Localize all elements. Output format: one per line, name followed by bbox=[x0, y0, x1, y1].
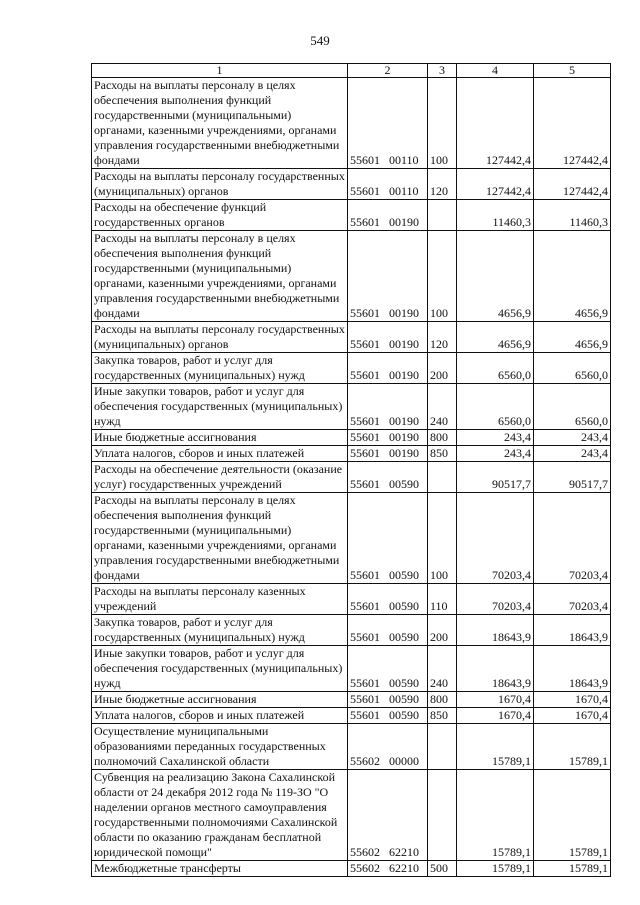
row-amount-col4: 18643,9 bbox=[457, 646, 534, 692]
header-cell: 4 bbox=[457, 64, 534, 78]
code-program: 55601 bbox=[350, 368, 380, 382]
row-expense-type: 100 bbox=[428, 231, 457, 322]
row-amount-col5: 4656,9 bbox=[534, 322, 611, 353]
row-name: Иные бюджетные ассигнования bbox=[92, 430, 348, 446]
table-row bbox=[92, 430, 611, 446]
code-direction: 00590 bbox=[389, 708, 419, 722]
code-direction: 00190 bbox=[389, 368, 419, 382]
table-row bbox=[92, 231, 611, 322]
row-name: Уплата налогов, сборов и иных платежей bbox=[92, 708, 348, 724]
table-row bbox=[92, 322, 611, 353]
code-direction: 00190 bbox=[389, 306, 419, 320]
row-amount-col5: 18643,9 bbox=[534, 646, 611, 692]
code-program: 55601 bbox=[350, 599, 380, 613]
table-row bbox=[92, 78, 611, 169]
row-name: Расходы на выплаты персоналу казенных учреждений bbox=[92, 584, 348, 615]
code-direction: 00590 bbox=[389, 676, 419, 690]
code-direction: 00000 bbox=[389, 754, 419, 768]
row-amount-col5: 6560,0 bbox=[534, 384, 611, 430]
code-direction: 62210 bbox=[389, 861, 419, 875]
row-expense-type bbox=[428, 200, 457, 231]
row-name: Иные закупки товаров, работ и услуг для обеспечения государственных (муниципальных) нужд bbox=[92, 384, 348, 430]
code-direction: 00190 bbox=[389, 337, 419, 351]
row-amount-col5: 243,4 bbox=[534, 430, 611, 446]
table-row bbox=[92, 708, 611, 724]
row-expense-type: 800 bbox=[428, 692, 457, 708]
row-expense-type: 500 bbox=[428, 861, 457, 877]
code-program: 55601 bbox=[350, 215, 380, 229]
row-amount-col4: 4656,9 bbox=[457, 231, 534, 322]
row-amount-col4: 70203,4 bbox=[457, 493, 534, 584]
row-name: Расходы на выплаты персоналу в целях обеспечения выполнения функций государственными (муниципальными) органами, казенными учреждениями, органами управления государственными внебюджетными фондами bbox=[92, 78, 348, 169]
row-expense-type: 200 bbox=[428, 615, 457, 646]
header-cell: 3 bbox=[428, 64, 457, 78]
code-direction: 00190 bbox=[389, 215, 419, 229]
table-row bbox=[92, 615, 611, 646]
row-code bbox=[348, 584, 428, 615]
row-amount-col4: 127442,4 bbox=[457, 78, 534, 169]
code-direction: 00190 bbox=[389, 414, 419, 428]
table-row bbox=[92, 692, 611, 708]
row-name: Расходы на обеспечение деятельности (оказание услуг) государственных учреждений bbox=[92, 462, 348, 493]
row-amount-col5: 11460,3 bbox=[534, 200, 611, 231]
row-amount-col4: 243,4 bbox=[457, 446, 534, 462]
row-amount-col4: 18643,9 bbox=[457, 615, 534, 646]
table-row bbox=[92, 724, 611, 770]
row-amount-col5: 90517,7 bbox=[534, 462, 611, 493]
row-code bbox=[348, 770, 428, 861]
row-code bbox=[348, 462, 428, 493]
row-amount-col5: 15789,1 bbox=[534, 770, 611, 861]
row-code bbox=[348, 708, 428, 724]
code-program: 55601 bbox=[350, 708, 380, 722]
row-amount-col4: 15789,1 bbox=[457, 861, 534, 877]
row-expense-type: 850 bbox=[428, 708, 457, 724]
row-expense-type: 200 bbox=[428, 353, 457, 384]
row-amount-col4: 1670,4 bbox=[457, 708, 534, 724]
row-name: Уплата налогов, сборов и иных платежей bbox=[92, 446, 348, 462]
row-amount-col5: 15789,1 bbox=[534, 861, 611, 877]
budget-table bbox=[91, 63, 611, 877]
code-program: 55601 bbox=[350, 676, 380, 690]
row-expense-type: 120 bbox=[428, 322, 457, 353]
header-cell: 5 bbox=[534, 64, 611, 78]
row-name: Закупка товаров, работ и услуг для государственных (муниципальных) нужд bbox=[92, 615, 348, 646]
row-code bbox=[348, 446, 428, 462]
row-name: Расходы на обеспечение функций государственных органов bbox=[92, 200, 348, 231]
row-expense-type bbox=[428, 770, 457, 861]
row-amount-col5: 127442,4 bbox=[534, 78, 611, 169]
row-expense-type: 850 bbox=[428, 446, 457, 462]
row-amount-col5: 243,4 bbox=[534, 446, 611, 462]
row-code bbox=[348, 724, 428, 770]
table-row bbox=[92, 169, 611, 200]
code-program: 55602 bbox=[350, 845, 380, 859]
row-amount-col5: 127442,4 bbox=[534, 169, 611, 200]
row-name: Расходы на выплаты персоналу в целях обеспечения выполнения функций государственными (муниципальными) органами, казенными учреждениями, органами управления государственными внебюджетными фондами bbox=[92, 231, 348, 322]
row-code bbox=[348, 322, 428, 353]
row-amount-col4: 1670,4 bbox=[457, 692, 534, 708]
row-amount-col5: 18643,9 bbox=[534, 615, 611, 646]
row-amount-col4: 6560,0 bbox=[457, 384, 534, 430]
row-amount-col4: 70203,4 bbox=[457, 584, 534, 615]
table-row bbox=[92, 646, 611, 692]
row-expense-type: 800 bbox=[428, 430, 457, 446]
row-amount-col4: 6560,0 bbox=[457, 353, 534, 384]
row-amount-col4: 243,4 bbox=[457, 430, 534, 446]
table-row bbox=[92, 462, 611, 493]
code-program: 55601 bbox=[350, 337, 380, 351]
code-direction: 00110 bbox=[389, 184, 419, 198]
row-code bbox=[348, 861, 428, 877]
row-amount-col4: 15789,1 bbox=[457, 770, 534, 861]
table-row bbox=[92, 770, 611, 861]
row-code bbox=[348, 200, 428, 231]
code-program: 55601 bbox=[350, 477, 380, 491]
row-code bbox=[348, 78, 428, 169]
row-code bbox=[348, 353, 428, 384]
code-direction: 00190 bbox=[389, 430, 419, 444]
row-expense-type: 240 bbox=[428, 384, 457, 430]
table-row bbox=[92, 384, 611, 430]
code-program: 55601 bbox=[350, 430, 380, 444]
code-program: 55602 bbox=[350, 861, 380, 875]
row-expense-type: 240 bbox=[428, 646, 457, 692]
row-amount-col4: 127442,4 bbox=[457, 169, 534, 200]
row-code bbox=[348, 493, 428, 584]
code-direction: 00590 bbox=[389, 477, 419, 491]
code-direction: 00590 bbox=[389, 630, 419, 644]
code-program: 55601 bbox=[350, 306, 380, 320]
row-name: Осуществление муниципальными образованиями переданных государственных полномочий Сахалинской области bbox=[92, 724, 348, 770]
code-program: 55601 bbox=[350, 446, 380, 460]
row-expense-type: 100 bbox=[428, 493, 457, 584]
row-amount-col4: 11460,3 bbox=[457, 200, 534, 231]
header-cell: 2 bbox=[348, 64, 428, 78]
row-expense-type bbox=[428, 724, 457, 770]
row-amount-col5: 70203,4 bbox=[534, 584, 611, 615]
row-code bbox=[348, 615, 428, 646]
code-direction: 00590 bbox=[389, 599, 419, 613]
table-row bbox=[92, 200, 611, 231]
row-amount-col5: 1670,4 bbox=[534, 692, 611, 708]
page-number: 549 bbox=[310, 33, 330, 48]
row-amount-col5: 4656,9 bbox=[534, 231, 611, 322]
code-program: 55602 bbox=[350, 754, 380, 768]
row-code bbox=[348, 692, 428, 708]
table-row bbox=[92, 493, 611, 584]
code-program: 55601 bbox=[350, 692, 380, 706]
code-program: 55601 bbox=[350, 414, 380, 428]
table-row bbox=[92, 446, 611, 462]
code-program: 55601 bbox=[350, 184, 380, 198]
table-row bbox=[92, 584, 611, 615]
table-row bbox=[92, 353, 611, 384]
row-expense-type: 120 bbox=[428, 169, 457, 200]
code-program: 55601 bbox=[350, 630, 380, 644]
code-program: 55601 bbox=[350, 568, 380, 582]
row-amount-col4: 4656,9 bbox=[457, 322, 534, 353]
row-code bbox=[348, 384, 428, 430]
code-direction: 00110 bbox=[389, 153, 419, 167]
row-name: Расходы на выплаты персоналу государственных (муниципальных) органов bbox=[92, 169, 348, 200]
row-expense-type bbox=[428, 462, 457, 493]
row-code bbox=[348, 646, 428, 692]
row-name: Иные закупки товаров, работ и услуг для обеспечения государственных (муниципальных) нужд bbox=[92, 646, 348, 692]
code-direction: 00590 bbox=[389, 568, 419, 582]
row-name: Межбюджетные трансферты bbox=[92, 861, 348, 877]
row-name: Расходы на выплаты персоналу в целях обеспечения выполнения функций государственными (муниципальными) органами, казенными учреждениями, органами управления государственными внебюджетными фондами bbox=[92, 493, 348, 584]
code-direction: 62210 bbox=[389, 845, 419, 859]
row-amount-col5: 1670,4 bbox=[534, 708, 611, 724]
row-name: Субвенция на реализацию Закона Сахалинской области от 24 декабря 2012 года № 119-ЗО "О наделении органов местного самоуправления государственными полномочиями Сахалинской области по оказанию гражданам бесплатной юридической помощи" bbox=[92, 770, 348, 861]
row-name: Иные бюджетные ассигнования bbox=[92, 692, 348, 708]
row-code bbox=[348, 231, 428, 322]
header-cell: 1 bbox=[92, 64, 348, 78]
row-amount-col5: 6560,0 bbox=[534, 353, 611, 384]
row-code bbox=[348, 169, 428, 200]
code-direction: 00590 bbox=[389, 692, 419, 706]
row-expense-type: 110 bbox=[428, 584, 457, 615]
row-amount-col4: 15789,1 bbox=[457, 724, 534, 770]
row-amount-col5: 70203,4 bbox=[534, 493, 611, 584]
table-row bbox=[92, 861, 611, 877]
row-name: Расходы на выплаты персоналу государственных (муниципальных) органов bbox=[92, 322, 348, 353]
header-row bbox=[92, 64, 611, 78]
row-amount-col5: 15789,1 bbox=[534, 724, 611, 770]
row-amount-col4: 90517,7 bbox=[457, 462, 534, 493]
row-code bbox=[348, 430, 428, 446]
row-expense-type: 100 bbox=[428, 78, 457, 169]
row-name: Закупка товаров, работ и услуг для государственных (муниципальных) нужд bbox=[92, 353, 348, 384]
code-program: 55601 bbox=[350, 153, 380, 167]
code-direction: 00190 bbox=[389, 446, 419, 460]
